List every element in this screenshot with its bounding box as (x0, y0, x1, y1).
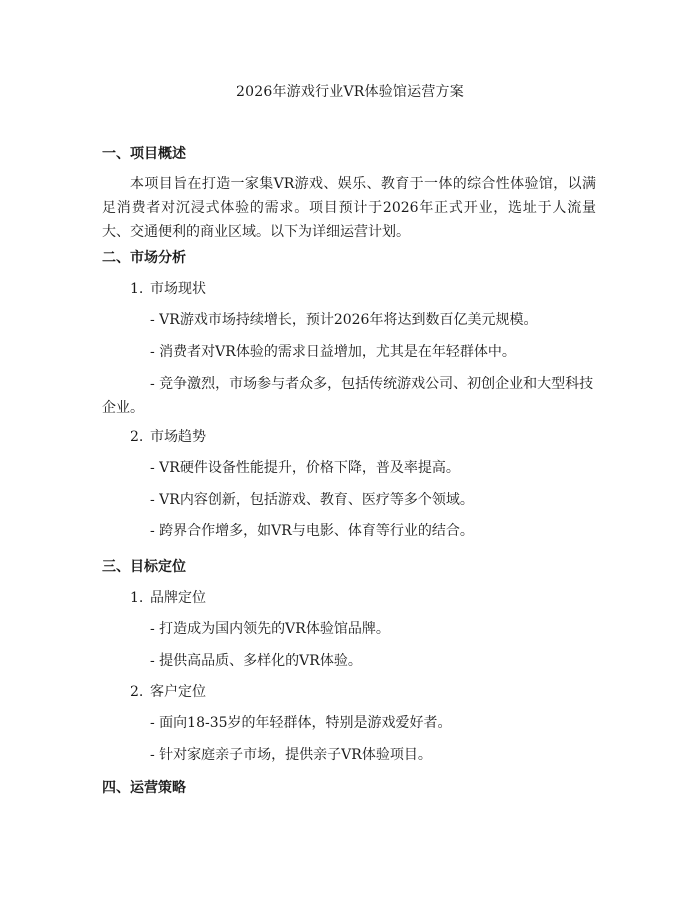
subsection-title: 市场现状 (150, 281, 206, 297)
bullet-item: - VR硬件设备性能提升，价格下降，普及率提高。 (150, 460, 460, 476)
section-heading-operation-strategy: 四、运营策略 (102, 780, 186, 796)
section-heading-target-positioning: 三、目标定位 (102, 559, 186, 575)
overview-paragraph: 本项目旨在打造一家集VR游戏、娱乐、教育于一体的综合性体验馆，以满足消费者对沉浸式体验的需求。项目预计于2026年正式开业，选址于人流量大、交通便利的商业区域。以下为详细运营计划。 (102, 176, 596, 240)
bullet-item: - VR内容创新，包括游戏、教育、医疗等多个领域。 (150, 492, 474, 508)
bullet-item: - 提供高品质、多样化的VR体验。 (150, 653, 362, 669)
subsection-title: 客户定位 (150, 684, 206, 700)
subsection-number: 1. (130, 281, 144, 297)
subsection-title: 市场趋势 (150, 429, 206, 445)
subsection-brand-positioning (130, 588, 206, 608)
document-title: 2026年游戏行业VR体验馆运营方案 (236, 84, 464, 100)
section-heading-overview: 一、项目概述 (102, 146, 186, 162)
bullet-item: - 针对家庭亲子市场，提供亲子VR体验项目。 (150, 747, 432, 763)
section-heading-market-analysis: 二、市场分析 (102, 250, 186, 266)
bullet-item: - 面向18-35岁的年轻群体，特别是游戏爱好者。 (150, 715, 452, 731)
bullet-item: - 跨界合作增多，如VR与电影、体育等行业的结合。 (150, 523, 474, 539)
subsection-number: 1. (130, 590, 144, 606)
bullet-item: - VR游戏市场持续增长，预计2026年将达到数百亿美元规模。 (150, 312, 538, 328)
bullet-item: - 竞争激烈，市场参与者众多，包括传统游戏公司、初创企业和大型科技企业。 (102, 376, 594, 416)
subsection-title: 品牌定位 (150, 590, 206, 606)
subsection-market-status (130, 279, 206, 299)
subsection-number: 2. (130, 429, 144, 445)
subsection-market-trends (130, 427, 206, 447)
subsection-customer-positioning (130, 682, 206, 702)
subsection-number: 2. (130, 684, 144, 700)
bullet-item: - 消费者对VR体验的需求日益增加，尤其是在年轻群体中。 (150, 344, 516, 360)
bullet-item: - 打造成为国内领先的VR体验馆品牌。 (150, 621, 390, 637)
